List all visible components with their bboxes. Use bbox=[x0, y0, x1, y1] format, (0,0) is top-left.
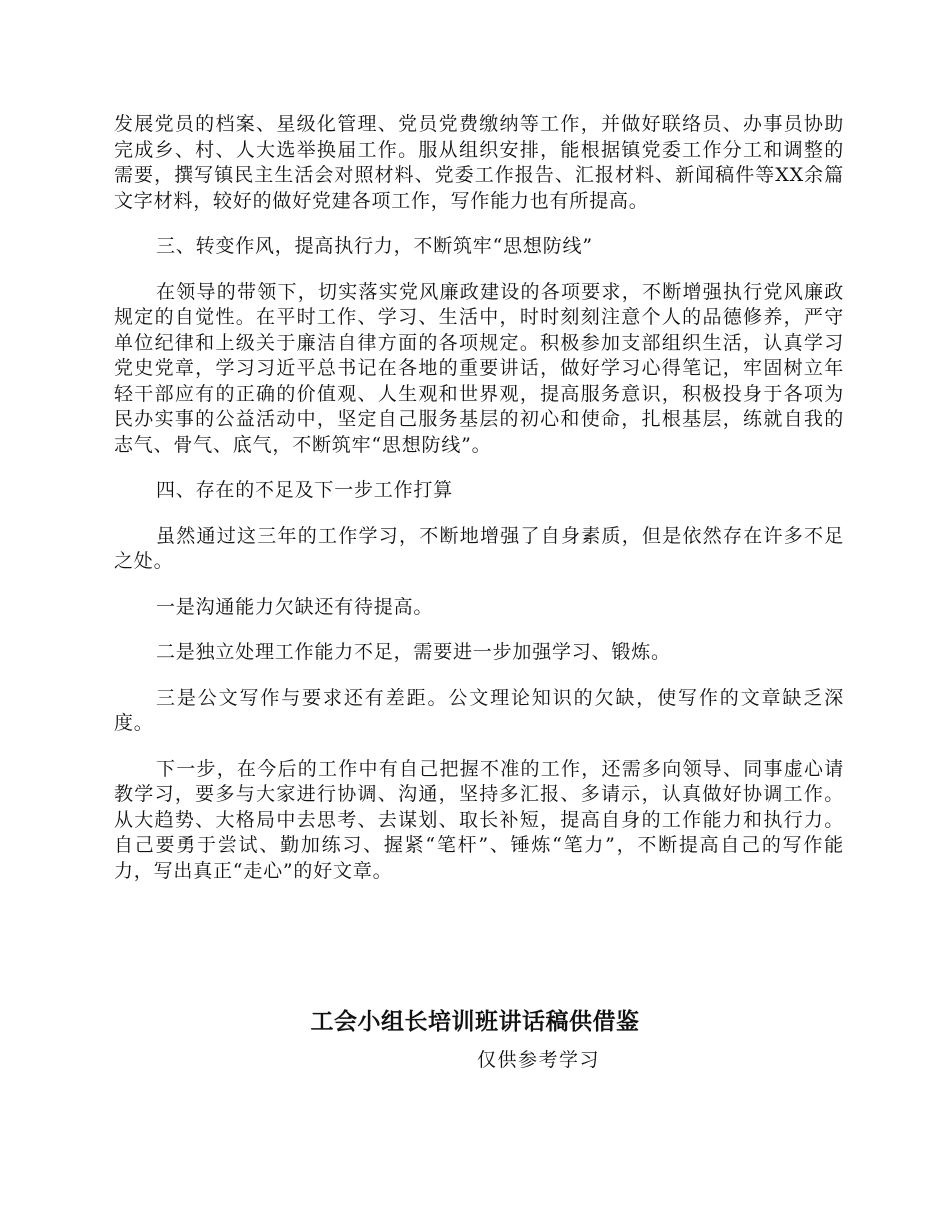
paragraph: 下一步，在今后的工作中有自己把握不准的工作，还需多向领导、同事虚心请教学习，要多与大家进行协调、沟通，坚持多汇报、多请示，认真做好协调工作。从大趋势、大格局中去思考、去谋划、取长补短，提高自身的工作能力和执行力。自己要勇于尝试、勤加练习、握紧“笔杆”、锤炼“笔力”，不断提高自己的写作能力，写出真正“走心”的好文章。 bbox=[114, 757, 844, 882]
section-heading-three: 三、转变作风，提高执行力，不断筑牢“思想防线” bbox=[156, 235, 593, 257]
paragraph: 虽然通过这三年的工作学习，不断地增强了自身素质，但是依然存在许多不足之处。 bbox=[114, 524, 844, 572]
document-subtitle: 仅供参考学习 bbox=[477, 1049, 601, 1071]
list-item: 二是独立处理工作能力不足，需要进一步加强学习、锻炼。 bbox=[156, 641, 671, 663]
document-body bbox=[114, 112, 844, 904]
section-heading-four: 四、存在的不足及下一步工作打算 bbox=[156, 479, 454, 501]
document-title: 工会小组长培训班讲话稿供借鉴 bbox=[310, 1009, 640, 1035]
paragraph: 在领导的带领下，切实落实党风廉政建设的各项要求，不断增强执行党风廉政规定的自觉性。在平时工作、学习、生活中，时时刻刻注意个人的品德修养，严守单位纪律和上级关于廉洁自律方面的各项规定。积极参加支部组织生活，认真学习党史党章，学习习近平总书记在各地的重要讲话，做好学习心得笔记，牢固树立年轻干部应有的正确的价值观、人生观和世界观，提高服务意识，积极投身于各项为民办实事的公益活动中，坚定自己服务基层的初心和使命，扎根基层，练就自我的志气、骨气、底气，不断筑牢“思想防线”。 bbox=[114, 280, 844, 456]
paragraph-continuation: 发展党员的档案、星级化管理、党员党费缴纳等工作，并做好联络员、办事员协助完成乡、村、人大选举换届工作。服从组织安排，能根据镇党委工作分工和调整的需要，撰写镇民主生活会对照材料、党委工作报告、汇报材料、新闻稿件等XX余篇文字材料，较好的做好党建各项工作，写作能力也有所提高。 bbox=[114, 113, 844, 212]
list-item: 三是公文写作与要求还有差距。公文理论知识的欠缺，使写作的文章缺乏深度。 bbox=[114, 686, 844, 734]
list-item: 一是沟通能力欠缺还有待提高。 bbox=[156, 595, 434, 618]
